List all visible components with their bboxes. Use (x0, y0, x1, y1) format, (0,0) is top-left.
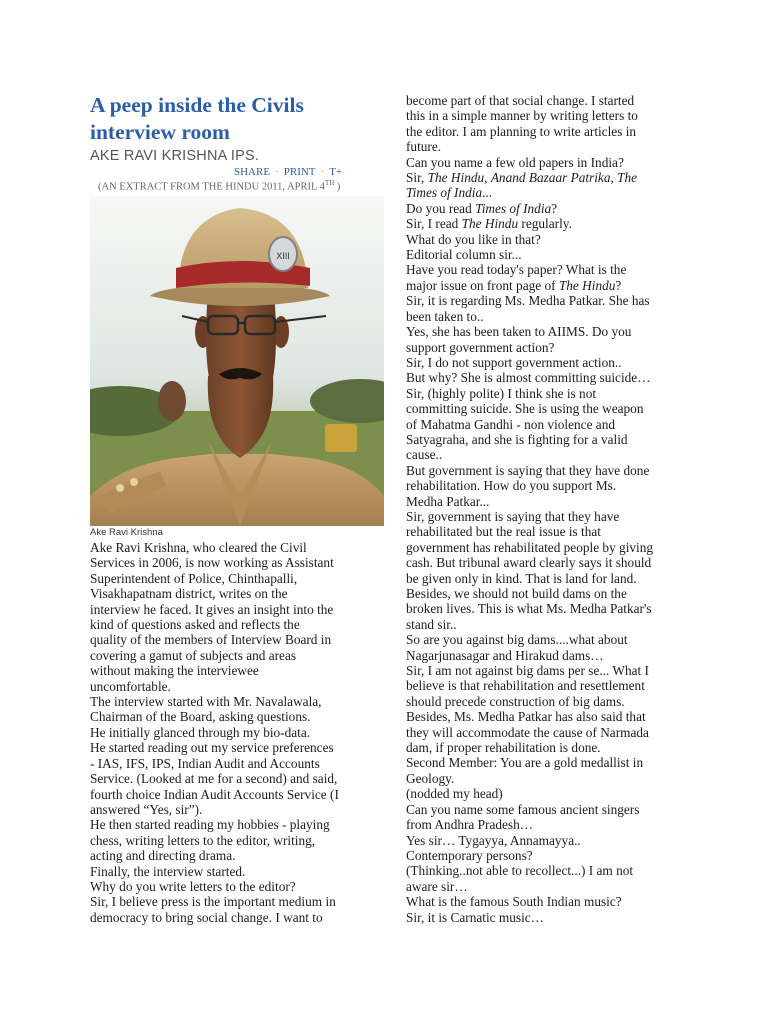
article-title: A peep inside the Civils interview room (90, 93, 304, 144)
source-note-end: ) (334, 181, 341, 193)
text-size-link[interactable]: T+ (329, 166, 343, 178)
author-byline: AKE RAVI KRISHNA IPS. (90, 148, 260, 164)
text-line: Sir, it is Carnatic music… (406, 909, 544, 925)
text-line: answered “Yes, sir”). (90, 801, 203, 817)
text-line: Chairman of the Board, asking questions. (90, 709, 311, 725)
text-line: He then started reading my hobbies - playing (90, 817, 330, 833)
cap-badge-text: XIII (276, 251, 290, 261)
text-line: Sir, (highly polite) I think she is not (406, 385, 597, 401)
text-line: He initially glanced through my bio-data. (90, 724, 311, 740)
text-line: government has rehabilitated people by giving (406, 539, 654, 555)
text-line: from Andhra Pradesh… (406, 817, 534, 833)
text-line: cash. But tribunal award clearly says it should (406, 555, 652, 571)
text-line: chess, writing letters to the editor, writing, (90, 832, 316, 848)
text-line: become part of that social change. I started (406, 93, 635, 108)
text-line: committing suicide. She is using the weapon (406, 401, 644, 417)
text-line: Visakhapatnam district, writes on the (90, 586, 288, 602)
text-line: Services in 2006, is now working as Assistant (90, 555, 334, 571)
text-line: (Thinking..not able to recollect...) I am not (406, 863, 634, 879)
text-line: broken lives. This is what Ms. Medha Patkar's (406, 601, 652, 617)
text-line: The interview started with Mr. Navalawala, (90, 694, 322, 710)
text-line: should precede construction of big dams. (406, 693, 625, 709)
text-line: of Mahatma Gandhi - non violence and (406, 416, 615, 432)
text-line: Satyagraha, and she is fighting for a valid (406, 431, 628, 447)
text-line: Sir, I read The Hindu regularly. (406, 216, 572, 232)
text-line: Superintendent of Police, Chinthapalli, (90, 570, 298, 586)
text-line: Can you name some famous ancient singers (406, 801, 640, 817)
text-line: acting and directing drama. (90, 848, 236, 864)
share-link[interactable]: SHARE (234, 166, 271, 178)
source-note (98, 179, 340, 193)
text-line: stand sir.. (406, 616, 457, 632)
text-line: Ake Ravi Krishna, who cleared the Civil (90, 540, 307, 555)
article-column-right (406, 93, 682, 925)
print-link[interactable]: PRINT (283, 166, 316, 178)
officer-portrait (90, 196, 384, 526)
text-line: dam, if proper rehabilitation is done. (406, 740, 601, 756)
text-line: Sir, The Hindu, Anand Bazaar Patrika, The (406, 170, 638, 186)
text-line: they will accommodate the cause of Narmada (406, 724, 649, 740)
text-line: fourth choice Indian Audit Accounts Service (I (90, 786, 339, 802)
text-line: Sir, I believe press is the important medium in (90, 894, 336, 910)
text-line: be given only in kind. That is land for land. (406, 570, 637, 586)
source-note-sup: TH (324, 179, 335, 187)
text-line: democracy to bring social change. I want to (90, 909, 323, 925)
text-line: future. (406, 139, 442, 155)
source-note-text: (AN EXTRACT FROM THE HINDU 2011, APRIL 4 (98, 181, 325, 193)
text-line: Medha Patkar... (406, 493, 490, 509)
text-line: Sir, I am not against big dams per se... What I (406, 663, 649, 679)
text-line: So are you against big dams....what about (406, 632, 628, 648)
text-line: Have you read today's paper? What is the (406, 262, 627, 278)
text-line: Finally, the interview started. (90, 863, 246, 879)
text-line: quality of the members of Interview Board in (90, 632, 332, 648)
text-line: major issue on front page of The Hindu? (406, 277, 622, 293)
text-line: aware sir… (406, 878, 468, 894)
author-photo (90, 196, 384, 526)
text-line: Times of India... (406, 185, 493, 201)
text-line: uncomfortable. (90, 678, 171, 694)
text-line: covering a gamut of subjects and areas (90, 647, 297, 663)
text-line: He started reading out my service preferences (90, 740, 334, 756)
text-line: What do you like in that? (406, 231, 541, 247)
text-line: rehabilitation. How do you support Ms. (406, 478, 617, 494)
text-line: Why do you write letters to the editor? (90, 878, 296, 894)
text-line: Editorial column sir... (406, 247, 522, 263)
text-line: interview he faced. It gives an insight into the (90, 601, 334, 617)
text-line: this in a simple manner by writing letters to (406, 108, 638, 124)
text-line: Besides, Ms. Medha Patkar has also said that (406, 709, 646, 725)
text-line: been taken to.. (406, 308, 484, 324)
article-column-left (90, 540, 382, 925)
text-line: believe is that rehabilitation and resettlement (406, 678, 645, 694)
text-line: Geology. (406, 770, 455, 786)
text-line: Nagarjunasagar and Hirakud dams… (406, 647, 604, 663)
text-line: kind of questions asked and reflects the (90, 617, 300, 633)
text-line: Sir, it is regarding Ms. Medha Patkar. She has (406, 293, 650, 309)
text-line: Sir, government is saying that they have (406, 508, 620, 524)
text-line: But government is saying that they have done (406, 462, 650, 478)
text-line: Yes sir… Tygayya, Annamayya.. (406, 832, 581, 848)
photo-caption: Ake Ravi Krishna (90, 527, 163, 538)
text-line: Contemporary persons? (406, 847, 533, 863)
text-line: Besides, we should not build dams on the (406, 586, 627, 601)
text-line: support government action? (406, 339, 555, 355)
share-toolbar (234, 166, 342, 178)
text-line: rehabilitated but the real issue is that (406, 524, 601, 540)
text-line: - IAS, IFS, IPS, Indian Audit and Accounts (90, 755, 320, 771)
text-line: (nodded my head) (406, 786, 503, 802)
text-line: cause.. (406, 447, 443, 463)
separator: · (275, 166, 279, 178)
text-line: the editor. I am planning to write articles in (406, 123, 637, 139)
text-line: Can you name a few old papers in India? (406, 154, 624, 170)
text-line: without making the interviewee (90, 663, 259, 679)
text-line: Service. (Looked at me for a second) and said, (90, 771, 338, 787)
text-line: Second Member: You are a gold medallist in (406, 755, 644, 771)
text-line: Sir, I do not support government action.. (406, 354, 622, 370)
text-line: What is the famous South Indian music? (406, 894, 622, 910)
text-line: Do you read Times of India? (406, 200, 558, 216)
text-line: But why? She is almost committing suicide… (406, 370, 651, 386)
separator: · (320, 166, 325, 178)
text-line: Yes, she has been taken to AIIMS. Do you (406, 324, 632, 340)
